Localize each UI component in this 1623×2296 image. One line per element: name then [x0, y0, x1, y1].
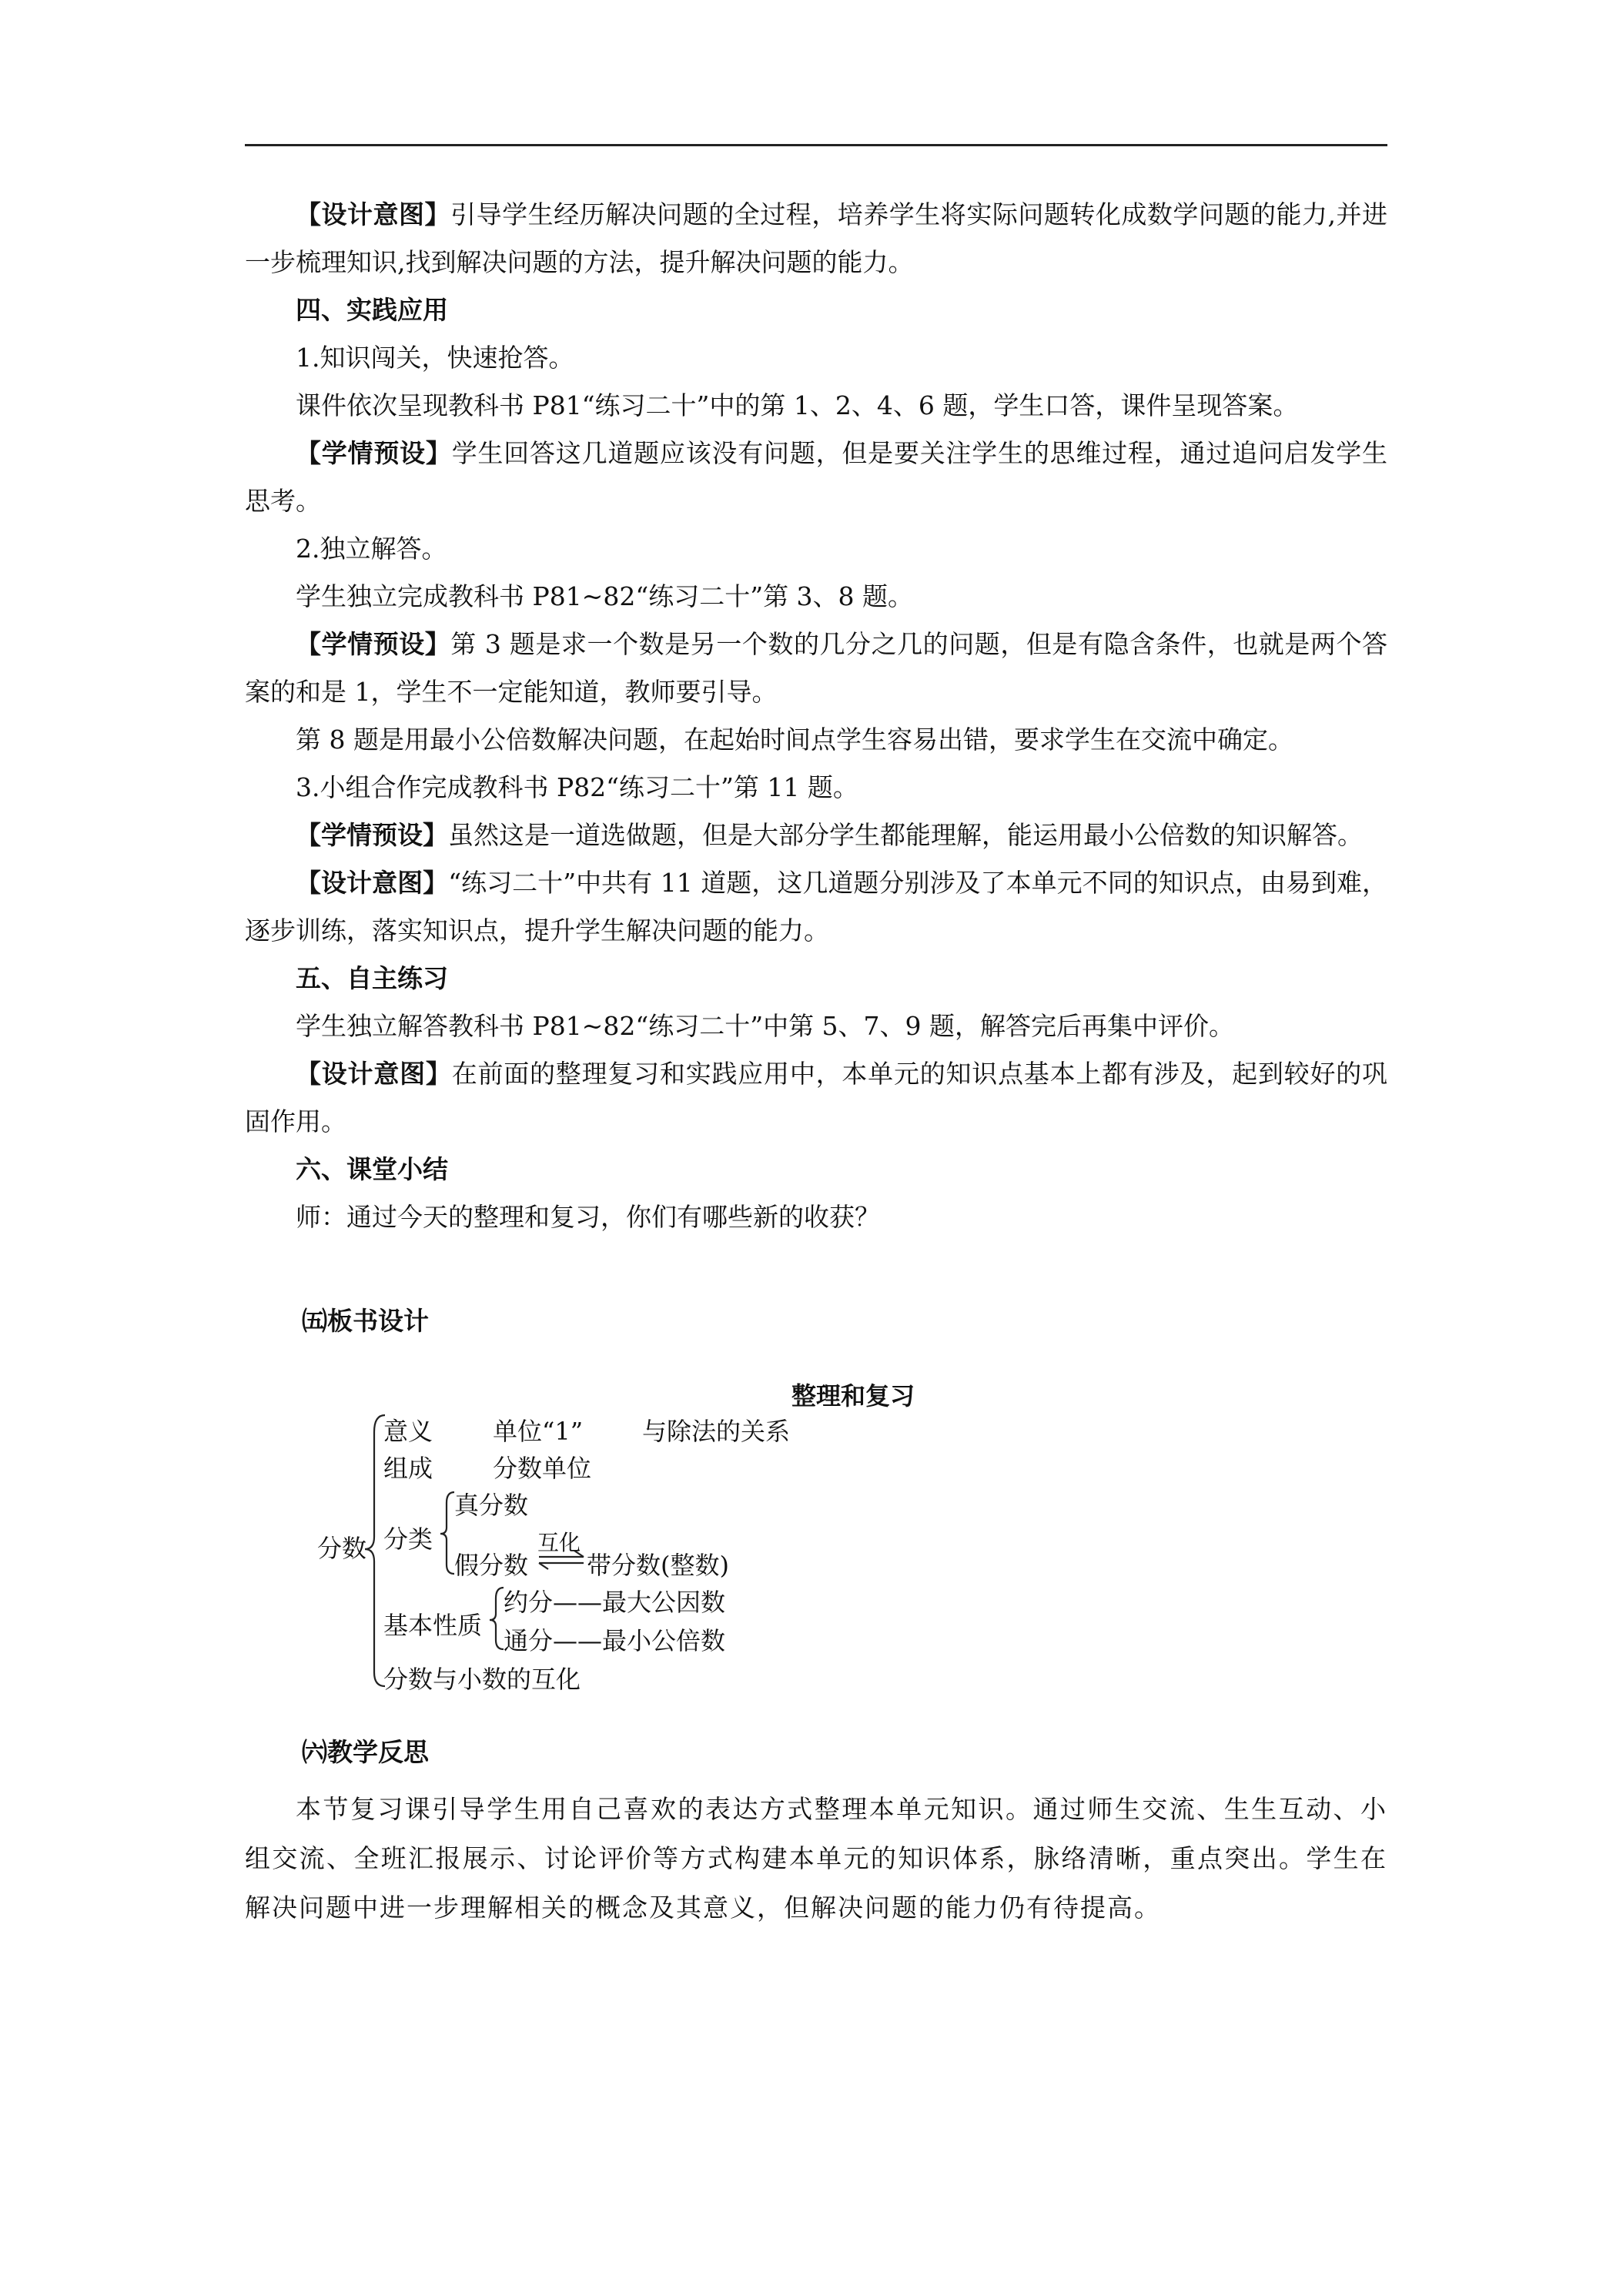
paragraph: 【设计意图】“练习二十”中共有 11 道题，这几道题分别涉及了本单元不同的知识点，由易到难，逐步训练，落实知识点，提升学生解决问题的能力。	[245, 868, 1388, 946]
paragraph: 【学情预设】学生回答这几道题应该没有问题，但是要关注学生的思维过程，通过追问启发学生思考。	[245, 438, 1388, 516]
paragraph: 3.小组合作完成教科书 P82“练习二十”第 11 题。	[296, 772, 858, 802]
brace-classification	[440, 1492, 454, 1574]
reflection-paragraph: 本节复习课引导学生用自己喜欢的表达方式整理本单元知识。通过师生交流、生生互动、小组交流、全班汇报展示、讨论评价等方式构建本单元的知识体系，脉络清晰，重点突出。学生在解决问题中进一步理解相关的概念及其意义，但解决问题的能力仍有待提高。	[245, 1794, 1387, 1923]
section-heading: 六、课堂小结	[296, 1154, 448, 1184]
paragraph: 【学情预设】第 3 题是求一个数是另一个数的几分之几的问题，但是有隐含条件，也就是两个答案的和是 1，学生不一定能知道，教师要引导。	[245, 629, 1387, 707]
paragraph: 学生独立完成教科书 P81~82“练习二十”第 3、8 题。	[296, 581, 914, 611]
board-common-denominator: 通分——最小公倍数	[504, 1626, 726, 1655]
paragraph: 【学情预设】虽然这是一道选做题，但是大部分学生都能理解，能运用最小公倍数的知识解答。	[296, 820, 1363, 850]
paragraph: 【设计意图】在前面的整理复习和实践应用中，本单元的知识点基本上都有涉及，起到较好的巩固作用。	[245, 1059, 1388, 1136]
board-root: 分数	[317, 1534, 367, 1563]
lesson-body	[245, 191, 1387, 1241]
board-composition: 组成	[383, 1454, 433, 1483]
board-improper: 假分数	[454, 1551, 529, 1580]
board-proper: 真分数	[454, 1491, 529, 1520]
board-meaning: 意义	[383, 1417, 433, 1446]
section-heading: 五、自主练习	[296, 963, 448, 993]
brace-basic-property	[490, 1588, 504, 1649]
board-title: 整理和复习	[791, 1381, 915, 1411]
board-fraction-unit: 分数单位	[493, 1454, 592, 1483]
paragraph: 2.独立解答。	[296, 534, 447, 564]
board-classification: 分类	[383, 1525, 433, 1554]
brace-main	[365, 1415, 385, 1686]
paragraph: 第 8 题是用最小公倍数解决问题，在起始时间点学生容易出错，要求学生在交流中确定。	[296, 725, 1293, 755]
board-division: 与除法的关系	[642, 1417, 791, 1446]
paragraph: 学生独立解答教科书 P81~82“练习二十”中第 5、7、9 题，解答完后再集中评价。	[296, 1011, 1235, 1041]
section-reflection-heading: ㈥教学反思	[302, 1737, 429, 1767]
paragraph: 师：通过今天的整理和复习，你们有哪些新的收获？	[296, 1202, 880, 1232]
convert-arrow-right-head	[574, 1551, 584, 1557]
reflection-body	[245, 1785, 1387, 1933]
board-mixed: 带分数(整数)	[587, 1551, 729, 1580]
paragraph: 【设计意图】引导学生经历解决问题的全过程，培养学生将实际问题转化成数学问题的能力,并进一步梳理知识,找到解决问题的方法，提升解决问题的能力。	[245, 199, 1387, 277]
paragraph: 课件依次呈现教科书 P81“练习二十”中的第 1、2、4、6 题，学生口答，课件呈现答案。	[296, 390, 1299, 420]
board-basic-property: 基本性质	[383, 1611, 483, 1640]
header-rule	[245, 144, 1387, 146]
board-convert-label: 互化	[537, 1530, 581, 1555]
section-heading: 四、实践应用	[296, 295, 448, 325]
convert-arrow-left-head	[539, 1563, 548, 1569]
paragraph: 1.知识闯关，快速抢答。	[296, 343, 574, 373]
board-reduce: 约分——最大公因数	[504, 1588, 726, 1617]
section-board-heading: ㈤板书设计	[302, 1306, 429, 1336]
board-decimal-convert: 分数与小数的互化	[383, 1665, 581, 1694]
board-unit-one: 单位“1”	[493, 1417, 584, 1446]
